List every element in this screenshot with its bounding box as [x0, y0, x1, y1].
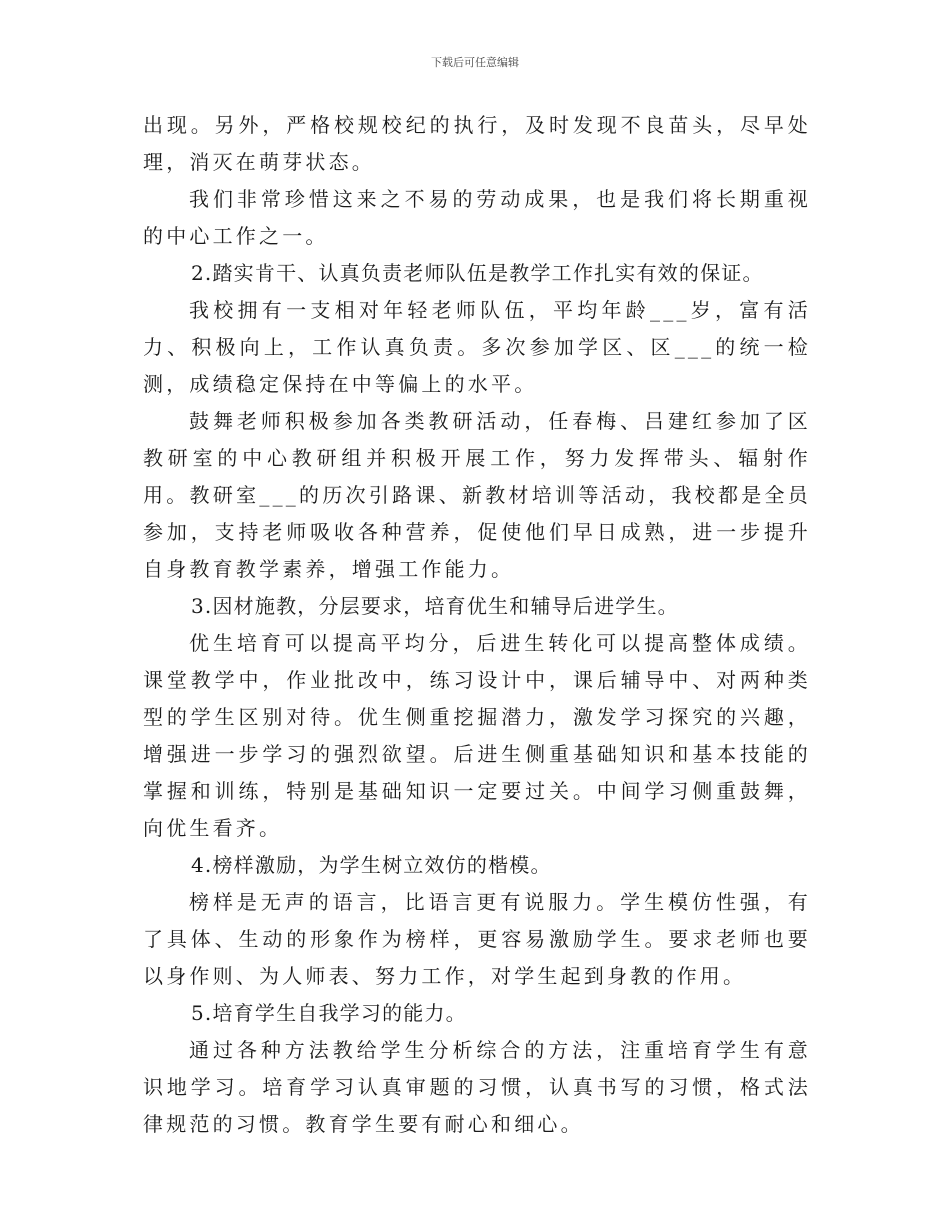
paragraph: 鼓舞老师积极参加各类教研活动，任春梅、吕建红参加了区教研室的中心教研组并积极开展工作，努力发挥带头、辐射作用。教研室___的历次引路课、新教材培训等活动，我校都是全员参加，支持老师吸收各种营养，促使他们早日成熟，进一步提升自身教育教学素养，增强工作能力。 [143, 409, 811, 581]
section-heading-3: 3.因材施教，分层要求，培育优生和辅导后进学生。 [191, 594, 679, 618]
paragraph: 我校拥有一支相对年轻老师队伍，平均年龄___岁，富有活力、积极向上，工作认真负责。多次参加学区、区___的统一检测，成绩稳定保持在中等偏上的水平。 [143, 298, 811, 396]
section-heading-4: 4.榜样激励，为学生树立效仿的楷模。 [191, 853, 552, 877]
paragraph: 通过各种方法教给学生分析综合的方法，注重培育学生有意识地学习。培育学习认真审题的习惯，认真书写的习惯，格式法律规范的习惯。教育学生要有耐心和细心。 [143, 1038, 811, 1136]
paragraph-continuation: 出现。另外，严格校规校纪的执行，及时发现不良苗头，尽早处理，消灭在萌芽状态。 [143, 113, 811, 174]
section-heading-2: 2.踏实肯干、认真负责老师队伍是教学工作扎实有效的保证。 [191, 261, 764, 285]
document-body [143, 107, 811, 1143]
section-heading-5: 5.培育学生自我学习的能力。 [191, 1001, 467, 1025]
paragraph: 榜样是无声的语言，比语言更有说服力。学生模仿性强，有了具体、生动的形象作为榜样，更容易激励学生。要求老师也要以身作则、为人师表、努力工作，对学生起到身教的作用。 [143, 890, 811, 988]
paragraph: 优生培育可以提高平均分，后进生转化可以提高整体成绩。课堂教学中，作业批改中，练习设计中，课后辅导中、对两种类型的学生区别对待。优生侧重挖掘潜力，激发学习探究的兴趣，增强进一步学习的强烈欲望。后进生侧重基础知识和基本技能的掌握和训练，特别是基础知识一定要过关。中间学习侧重鼓舞，向优生看齐。 [143, 631, 811, 840]
page-header: 下载后可任意编辑 [431, 56, 519, 69]
paragraph: 我们非常珍惜这来之不易的劳动成果，也是我们将长期重视的中心工作之一。 [143, 187, 811, 248]
